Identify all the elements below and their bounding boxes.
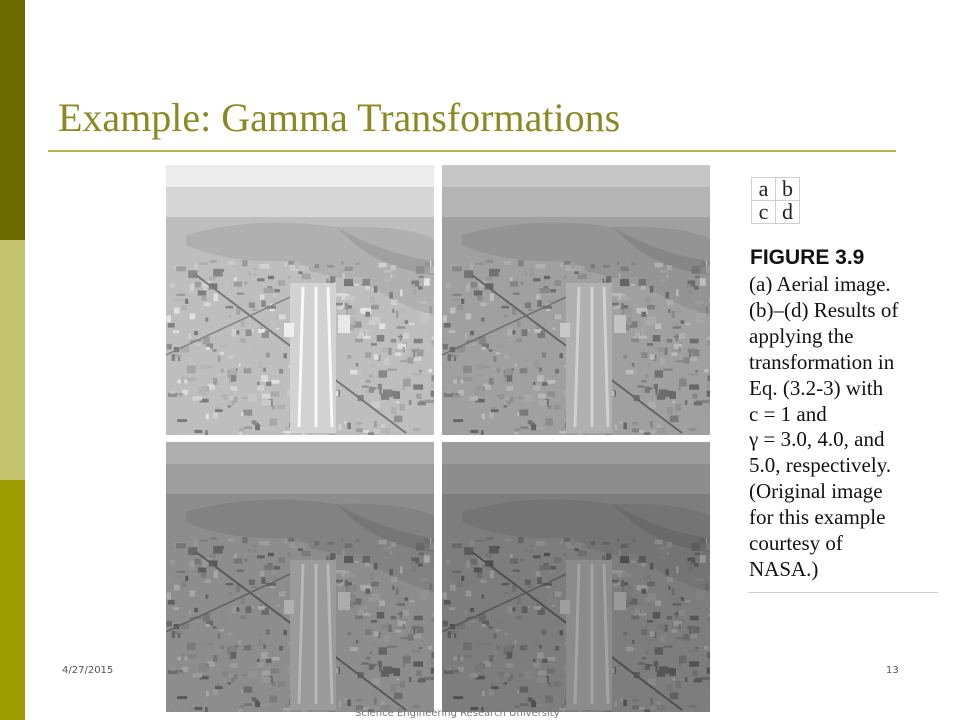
panel-letter-d: d bbox=[776, 201, 800, 224]
aerial-image-grid bbox=[166, 165, 710, 711]
panel-letter-a: a bbox=[752, 178, 776, 201]
page-number: 13 bbox=[886, 665, 899, 676]
footer-affiliation: Science Engineering Research University bbox=[355, 708, 560, 719]
title-divider bbox=[48, 150, 896, 152]
slide-title: Example: Gamma Transformations bbox=[58, 95, 621, 140]
figure-caption: (a) Aerial image. (b)–(d) Results of applying the transformation in Eq. (3.2-3) with c = 1 and γ = 3.0, 4.0, and 5.0, respectively. (Original image for this example courtesy of NASA.) bbox=[749, 272, 899, 581]
panel-letter-b: b bbox=[776, 178, 800, 201]
aerial-image-b bbox=[442, 165, 710, 435]
figure-label: FIGURE 3.9 bbox=[750, 246, 865, 269]
sidebar-band-top bbox=[0, 0, 25, 240]
sidebar-band-bottom bbox=[0, 480, 25, 720]
caption-divider bbox=[748, 592, 938, 593]
panel-letter-c: c bbox=[752, 201, 776, 224]
aerial-image-c bbox=[166, 442, 434, 712]
aerial-image-d bbox=[442, 442, 710, 712]
panel-letter-key bbox=[751, 177, 800, 224]
aerial-image-a bbox=[166, 165, 434, 435]
sidebar-band-middle bbox=[0, 240, 25, 480]
footer-date: 4/27/2015 bbox=[62, 665, 114, 676]
